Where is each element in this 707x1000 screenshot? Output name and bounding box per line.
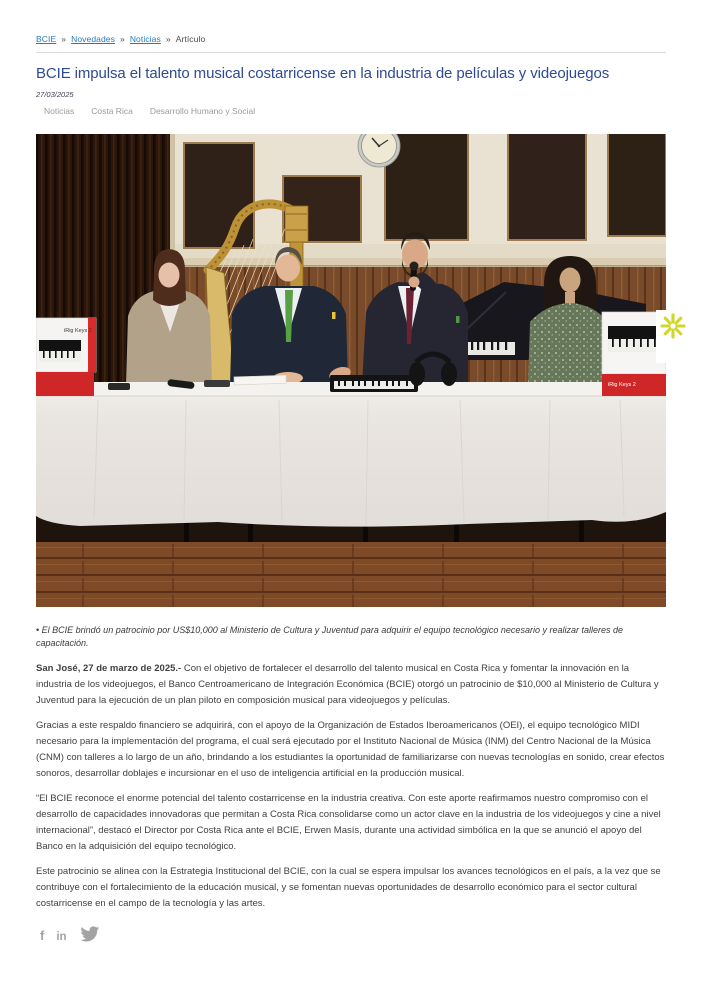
irig-box-left	[36, 318, 96, 396]
article-photo	[36, 134, 666, 607]
breadcrumb-link-noticias[interactable]: Noticias	[129, 34, 161, 44]
irig-box-left-label: iRig Keys 2	[64, 328, 92, 334]
irig-box-right-label: iRig Keys 2	[608, 382, 636, 388]
paragraph-1-text: Con el objetivo de fortalecer el desarrollo del talento musical en Costa Rica y fomentar la innovación en la industria de los videojuegos, el Banco Centroamericano de Integración Económica (BCIE) otorgó un patrocinio de $10,000 al Ministerio de Cultura y Juventud para la ejecución de un plan piloto en composición musical para videojuegos y películas.	[36, 663, 659, 706]
paragraph-3: “El BCIE reconoce el enorme potencial del talento costarricense en la industria creativa. Con este aporte reafirmamos nuestro compromiso con el desarrollo de capacidades innovadoras que permitan a Costa Rica consolidarse como un actor clave en la industria de los videojuegos y cine a nivel internacional”, destacó el Director por Costa Rica ante el BCIE, Erwen Masís, durante una actividad simbólica en la que se anunció el apoyo del Banco en la adquisición del equipo tecnológico.	[36, 793, 661, 852]
breadcrumb-link-novedades[interactable]: Novedades	[71, 34, 115, 44]
paragraph-1	[36, 661, 666, 709]
breadcrumb-link-bcie[interactable]: BCIE	[36, 34, 57, 44]
photo-caption	[36, 624, 666, 650]
caption-bullet: •	[36, 625, 40, 635]
breadcrumb-current: Artículo	[175, 34, 206, 44]
paragraph-1-dateline: San José, 27 de marzo de 2025.-	[36, 663, 182, 674]
tag-desarrollo-humano[interactable]: Desarrollo Humano y Social	[149, 106, 256, 116]
social-share-bar	[40, 926, 100, 943]
caption-text: El BCIE brindó un patrocinio por US$10,000 al Ministerio de Cultura y Juventud para adquirir el equipo tecnológico necesario y realizar talleres de capacitación.	[36, 625, 623, 648]
page-title: BCIE impulsa el talento musical costarricense en la industria de películas y videojuegos	[36, 65, 610, 82]
twitter-icon[interactable]	[79, 926, 100, 943]
breadcrumb	[36, 34, 205, 44]
midi-keyboard	[330, 375, 418, 392]
tag-noticias[interactable]: Noticias	[44, 106, 75, 116]
article-date: 27/03/2025	[36, 90, 74, 99]
article-body	[36, 624, 666, 921]
linkedin-icon[interactable]: in	[56, 931, 67, 943]
conference-table	[36, 382, 666, 527]
breadcrumb-separator: »	[119, 34, 125, 44]
facebook-icon[interactable]: f	[40, 928, 45, 943]
divider	[36, 52, 666, 53]
breadcrumb-separator: »	[165, 34, 171, 44]
breadcrumb-separator: »	[61, 34, 67, 44]
tag-list	[36, 106, 255, 116]
phone	[204, 380, 230, 387]
paragraph-4: Este patrocinio se alinea con la Estrategia Institucional del BCIE, con la cual se espera impulsar los avances tecnológicos en el país, a la vez que se contribuye con el fortalecimiento de la educación musical, y se fomentan nuevas oportunidades de desarrollo económico para el sector cultural costarricense en el campo de la tecnología y las artes.	[36, 866, 661, 909]
tag-costa-rica[interactable]: Costa Rica	[91, 106, 133, 116]
asterisk-badge	[656, 310, 696, 363]
wood-floor	[36, 542, 666, 607]
asterisk-icon	[656, 310, 696, 363]
paragraph-2: Gracias a este respaldo financiero se adquirirá, con el apoyo de la Organización de Estados Iberoamericanos (OEI), el equipo tecnológico MIDI necesario para la implementación del programa, el cual será ejecutado por el Instituto Nacional de Música (INM) del Centro Nacional de la Música (CNM) con talleres a lo largo de un año, brindando a los estudiantes la oportunidad de familiarizarse con nuevas tecnologías en sonido, crear efectos sonoros, desarrollar doblajes e incursionar en el uso de inteligencia artificial en la producción musical.	[36, 720, 665, 779]
